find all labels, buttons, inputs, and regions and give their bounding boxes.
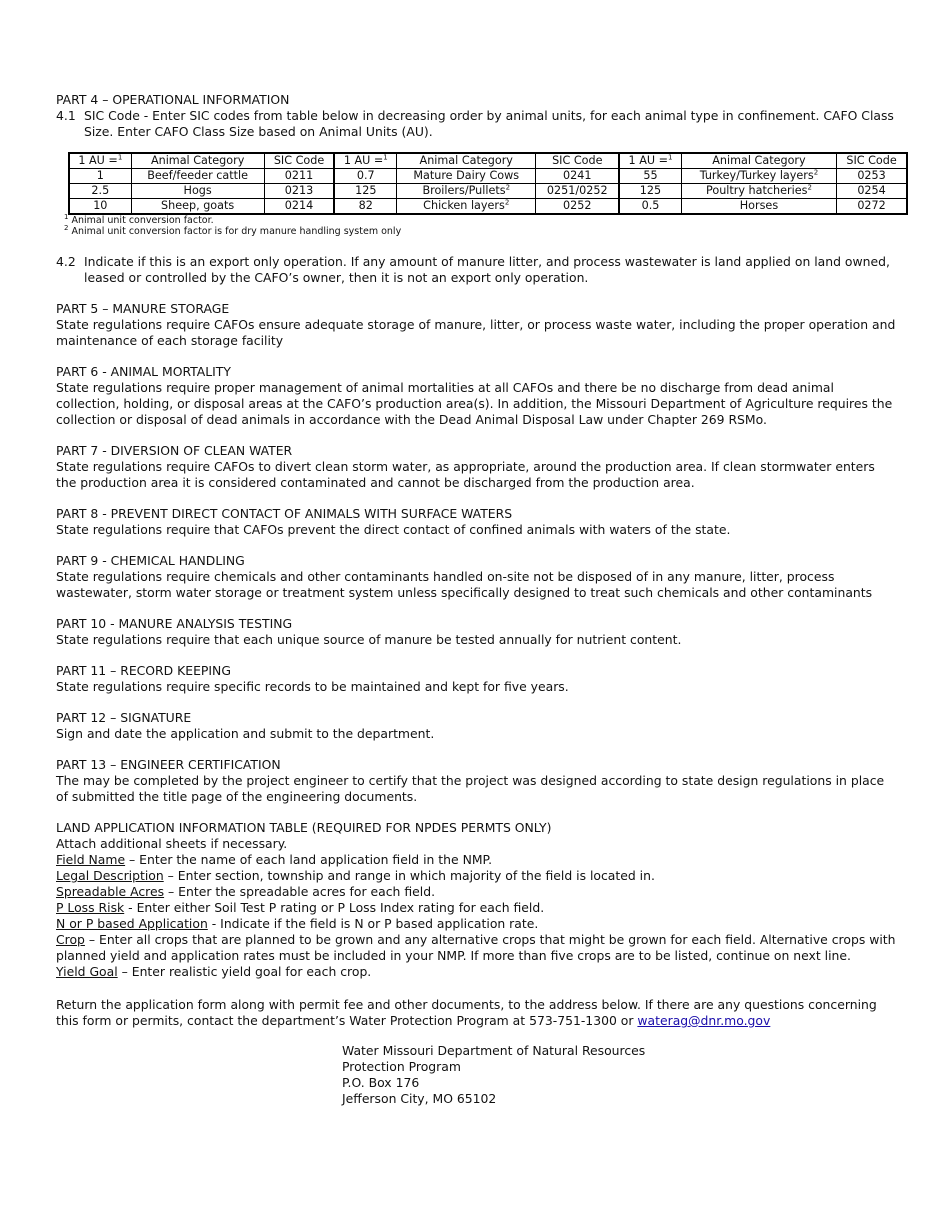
section-part6 [56, 364, 898, 428]
term: Crop [56, 932, 85, 947]
category-cell: Sheep, goats [131, 199, 264, 215]
sic-code-header: SIC Code [536, 153, 619, 169]
section-body: State regulations require chemicals and other contaminants handled on-site not be disposed of in any manure, litter, process wastewater, storm water storage or treatment system unless specifically designed to treat such chemicals and other contaminants [56, 569, 873, 600]
sic-cell: 0251/0252 [536, 184, 619, 199]
section-body: The may be completed by the project engineer to certify that the project was designed according to state design regulations in place of submitted the title page of the engineering documents. [56, 773, 885, 804]
section-body: State regulations require that CAFOs prevent the direct contact of confined animals with waters of the state. [56, 522, 731, 537]
au-cell: 125 [334, 184, 396, 199]
item-4-2 [56, 254, 898, 286]
item-4-1-number: 4.1 [56, 108, 76, 123]
section-title: PART 9 - CHEMICAL HANDLING [56, 553, 245, 568]
section-part9 [56, 553, 898, 601]
item-4-1 [56, 108, 898, 140]
category-cell: Hogs [131, 184, 264, 199]
section-title: PART 7 - DIVERSION OF CLEAN WATER [56, 443, 293, 458]
section-title: PART 10 - MANURE ANALYSIS TESTING [56, 616, 293, 631]
item-4-2-number: 4.2 [56, 254, 76, 269]
animal-category-header: Animal Category [681, 153, 836, 169]
sic-cell: 0213 [264, 184, 334, 199]
sic-code-header: SIC Code [264, 153, 334, 169]
sic-cell: 0254 [837, 184, 907, 199]
item-4-1-text: SIC Code - Enter SIC codes from table below in decreasing order by animal units, for each animal type in confinement. CAFO Class Size. Enter CAFO Class Size based on Animal Units (AU). [84, 108, 894, 139]
land-application-section [56, 820, 898, 980]
sic-cell: 0253 [837, 169, 907, 184]
item-4-2-text: Indicate if this is an export only operation. If any amount of manure litter, and process wastewater is land applied on land owned, leased or controlled by the CAFO’s owner, then it is not an export only operation. [84, 254, 890, 285]
table-row [69, 169, 907, 184]
sic-code-header: SIC Code [837, 153, 907, 169]
sic-cell: 0252 [536, 199, 619, 215]
section-title: PART 6 - ANIMAL MORTALITY [56, 364, 231, 379]
land-application-subtitle: Attach additional sheets if necessary. [56, 836, 288, 851]
address-line: Jefferson City, MO 65102 [342, 1091, 497, 1106]
part4-title: PART 4 – OPERATIONAL INFORMATION [56, 92, 290, 107]
list-item: Legal Description – Enter section, township and range in which majority of the field is located in. [56, 868, 655, 883]
list-item: N or P based Application - Indicate if the field is N or P based application rate. [56, 916, 539, 931]
au-cell: 10 [69, 199, 131, 215]
mailing-address [342, 1043, 898, 1107]
term: N or P based Application [56, 916, 208, 931]
section-part8 [56, 506, 898, 538]
section-title: PART 11 – RECORD KEEPING [56, 663, 231, 678]
au-header: 1 AU =$^1$ [619, 153, 681, 169]
footnote-2: $^2$ Animal unit conversion factor is for dry manure handling system only [64, 223, 402, 237]
list-item: Spreadable Acres – Enter the spreadable acres for each field. [56, 884, 436, 899]
document-page [56, 92, 898, 1107]
section-title: PART 13 – ENGINEER CERTIFICATION [56, 757, 281, 772]
closing-paragraph: Return the application form along with permit fee and other documents, to the address below. If there are any questions concerning this form or permits, contact the department’s Water Protection Program at 573-751-1300 or waterag@dnr.mo.gov [56, 997, 877, 1028]
section-body: State regulations require CAFOs to divert clean storm water, as appropriate, around the production area. If clean stormwater enters the production area it is considered contaminated and cannot be discharged from the production area. [56, 459, 875, 490]
au-cell: 55 [619, 169, 681, 184]
term: Yield Goal [56, 964, 118, 979]
address-line: Water Missouri Department of Natural Resources [342, 1043, 646, 1058]
section-part12 [56, 710, 898, 742]
section-title: PART 5 – MANURE STORAGE [56, 301, 230, 316]
section-title: PART 8 - PREVENT DIRECT CONTACT OF ANIMALS WITH SURFACE WATERS [56, 506, 513, 521]
au-cell: 82 [334, 199, 396, 215]
au-cell: 125 [619, 184, 681, 199]
section-part7 [56, 443, 898, 491]
sic-cell: 0214 [264, 199, 334, 215]
sic-table-header-row [69, 153, 907, 169]
term: Spreadable Acres [56, 884, 165, 899]
term: Field Name [56, 852, 126, 867]
list-item: Crop – Enter all crops that are planned to be grown and any alternative crops that might be grown for each field. Alternative crops with planned yield and application rates must be included in your NMP. If more than five crops are to be listed, continue on next line. [56, 932, 896, 963]
section-body: Sign and date the application and submit to the department. [56, 726, 435, 741]
address-line: P.O. Box 176 [342, 1075, 420, 1090]
email-link[interactable]: waterag@dnr.mo.gov [637, 1013, 771, 1028]
list-item: P Loss Risk - Enter either Soil Test P rating or P Loss Index rating for each field. [56, 900, 545, 915]
section-part5 [56, 301, 898, 349]
sic-code-table [68, 152, 908, 215]
au-header: 1 AU =$^1$ [69, 153, 131, 169]
section-part10 [56, 616, 898, 648]
sic-cell: 0241 [536, 169, 619, 184]
section-body: State regulations require that each unique source of manure be tested annually for nutrient content. [56, 632, 682, 647]
table-row [69, 184, 907, 199]
category-cell: Horses [681, 199, 836, 215]
sic-cell: 0272 [837, 199, 907, 215]
category-cell: Turkey/Turkey layers$^2$ [681, 169, 836, 184]
footnote-1: $^1$ Animal unit conversion factor. [64, 212, 214, 226]
section-body: State regulations require specific records to be maintained and kept for five years. [56, 679, 569, 694]
animal-category-header: Animal Category [131, 153, 264, 169]
au-cell: 0.7 [334, 169, 396, 184]
address-line: Protection Program [342, 1059, 461, 1074]
term: P Loss Risk [56, 900, 125, 915]
au-cell: 1 [69, 169, 131, 184]
section-body: State regulations require CAFOs ensure adequate storage of manure, litter, or process waste water, including the proper operation and maintenance of each storage facility [56, 317, 896, 348]
category-cell: Chicken layers$^2$ [397, 199, 536, 215]
list-item: Yield Goal – Enter realistic yield goal for each crop. [56, 964, 372, 979]
table-row [69, 199, 907, 215]
section-body: State regulations require proper management of animal mortalities at all CAFOs and there be no discharge from dead animal collection, holding, or disposal areas at the CAFO’s production area(s). In addition, the Missouri Department of Agriculture requires the collection or disposal of dead animals in accordance with the Dead Animal Disposal Law under Chapter 269 RSMo. [56, 380, 893, 427]
section-part11 [56, 663, 898, 695]
category-cell: Poultry hatcheries$^2$ [681, 184, 836, 199]
au-cell: 0.5 [619, 199, 681, 215]
category-cell: Mature Dairy Cows [397, 169, 536, 184]
list-item: Field Name – Enter the name of each land application field in the NMP. [56, 852, 493, 867]
animal-category-header: Animal Category [397, 153, 536, 169]
au-header: 1 AU =$^1$ [334, 153, 396, 169]
category-cell: Beef/feeder cattle [131, 169, 264, 184]
category-cell: Broilers/Pullets$^2$ [397, 184, 536, 199]
section-part13 [56, 757, 898, 805]
land-application-title: LAND APPLICATION INFORMATION TABLE (REQUIRED FOR NPDES PERMTS ONLY) [56, 820, 552, 835]
au-cell: 2.5 [69, 184, 131, 199]
sic-cell: 0211 [264, 169, 334, 184]
section-title: PART 12 – SIGNATURE [56, 710, 192, 725]
term: Legal Description [56, 868, 164, 883]
